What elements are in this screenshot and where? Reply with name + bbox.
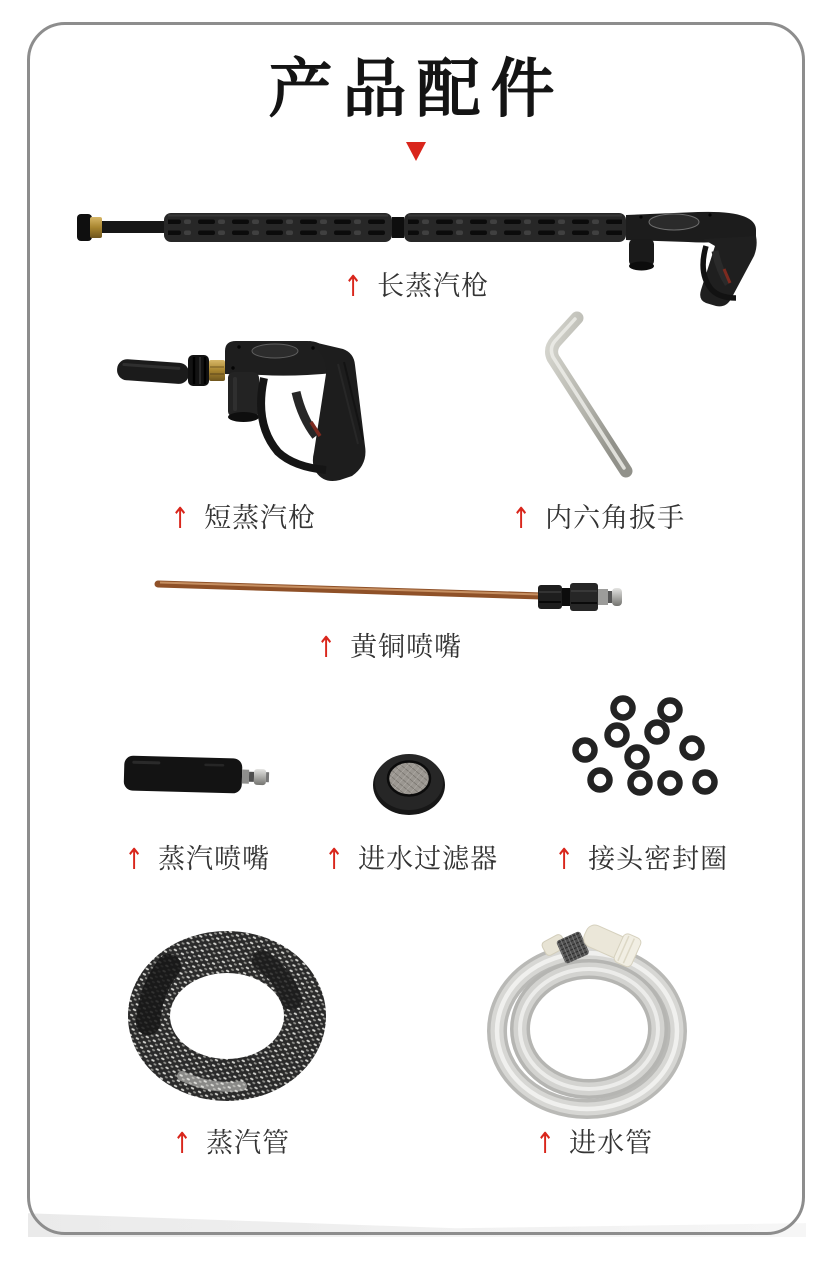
inlet-filter-figure: [368, 750, 453, 824]
steam-hose-figure: [112, 928, 347, 1124]
label-short-steam-gun: [168, 501, 317, 535]
water-inlet-hose-figure: [483, 915, 698, 1129]
up-arrow-icon: ↑: [554, 842, 575, 876]
inlet-filter-drawing: [373, 754, 445, 815]
water-inlet-hose-image: [483, 915, 698, 1125]
label-water-inlet-hose: [533, 1126, 654, 1160]
hex-wrench-figure: [525, 308, 655, 497]
item-label-text: 黄铜喷嘴: [350, 632, 463, 663]
up-arrow-icon: ↑: [172, 1126, 193, 1160]
item-label-text: 蒸汽喷嘴: [158, 844, 271, 875]
inlet-filter-image: [368, 750, 453, 820]
water-inlet-hose-drawing: [497, 918, 677, 1109]
short-steam-gun-drawing: [116, 341, 365, 481]
up-arrow-icon: ↑: [511, 501, 532, 535]
item-label-text: 长蒸汽枪: [377, 271, 490, 302]
item-label-text: 短蒸汽枪: [204, 503, 317, 534]
seal-rings-image: [565, 692, 740, 802]
label-inlet-filter: [322, 842, 499, 876]
title-arrow-triangle: [406, 142, 426, 161]
up-arrow-icon: ↑: [343, 269, 364, 303]
brass-nozzle-drawing: [158, 583, 622, 612]
up-arrow-icon: ↑: [316, 630, 337, 664]
item-label-text: 接头密封圈: [588, 844, 729, 875]
steam-nozzle-drawing: [124, 755, 270, 794]
item-label-text: 蒸汽管: [206, 1128, 291, 1159]
hex-wrench-image: [525, 308, 655, 493]
item-label-text: 进水管: [569, 1128, 654, 1159]
seal-rings-figure: [565, 692, 740, 806]
item-label-text: 内六角扳手: [545, 503, 686, 534]
brass-nozzle-figure: [150, 572, 630, 618]
brass-nozzle-image: [150, 572, 630, 614]
up-arrow-icon: ↑: [535, 1126, 556, 1160]
label-steam-hose: [170, 1126, 291, 1160]
label-seal-rings: [552, 842, 729, 876]
item-label-text: 进水过滤器: [358, 844, 499, 875]
steam-hose-image: [112, 928, 347, 1120]
up-arrow-icon: ↑: [170, 501, 191, 535]
label-hex-wrench: [509, 501, 686, 535]
steam-nozzle-figure: [120, 753, 275, 802]
label-brass-nozzle: [314, 630, 463, 664]
steam-nozzle-image: [120, 753, 275, 798]
hex-wrench-drawing: [551, 318, 626, 471]
page-title: 产品配件: [268, 52, 565, 127]
short-steam-gun-image: [112, 334, 427, 494]
label-long-steam-gun: [341, 269, 490, 303]
steam-hose-drawing: [148, 952, 305, 1087]
label-steam-nozzle: [122, 842, 271, 876]
short-steam-gun-figure: [112, 334, 427, 498]
up-arrow-icon: ↑: [124, 842, 145, 876]
up-arrow-icon: ↑: [324, 842, 345, 876]
seal-rings-drawing: [576, 699, 715, 793]
